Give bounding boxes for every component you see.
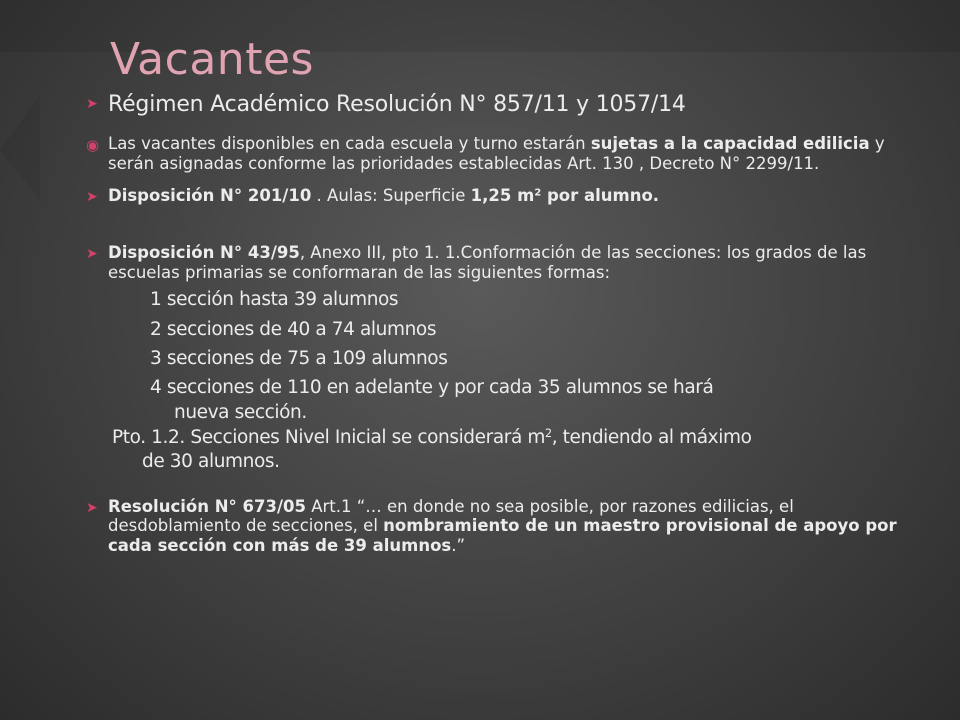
arrow-bullet-icon: ➤ xyxy=(86,499,98,516)
list-item: 3 secciones de 75 a 109 alumnos xyxy=(150,347,448,369)
p3-text-1: , Anexo III, pto 1. 1.Conformación de las secciones: los grados de las escuelas primarias se conformaran de las siguientes formas: xyxy=(108,242,867,282)
list-item-4 xyxy=(150,373,930,424)
p2-superscript: 2 xyxy=(534,187,542,199)
p4-bold-1: Resolución N° 673/05 xyxy=(108,496,306,516)
disposition-201-paragraph xyxy=(82,186,930,206)
arrow-bullet-icon: ➤ xyxy=(86,188,98,205)
p2-bold-3: por alumno. xyxy=(541,185,660,205)
sections-list xyxy=(82,285,930,424)
pto-text-2: , tendiendo al máximo xyxy=(551,427,752,449)
p4-bold-2: nombramiento de un maestro provisional de apoyo por cada sección con más de 39 alumnos xyxy=(108,516,897,556)
list-item-4-line-1: 4 secciones de 110 en adelante y por cada 35 alumnos se hará xyxy=(150,377,714,399)
pto-line-1 xyxy=(112,426,930,449)
heading-text: Régimen Académico Resolución N° 857/11 y 1057/14 xyxy=(108,92,686,117)
vacancy-paragraph xyxy=(82,134,930,174)
p2-bold-1: Disposición N° 201/10 xyxy=(108,185,312,205)
list-item: 2 secciones de 40 a 74 alumnos xyxy=(150,318,437,340)
slide-title: Vacantes xyxy=(110,34,314,85)
pto-line-2: de 30 alumnos. xyxy=(142,450,280,472)
p2-bold-2: 1,25 m xyxy=(470,185,535,205)
p1-bold-1: sujetas a la capacidad edilicia xyxy=(590,134,870,154)
arrow-bullet-icon: ➤ xyxy=(86,245,98,262)
arrow-bullet-icon: ➤ xyxy=(86,96,98,112)
pto-text-1: Pto. 1.2. Secciones Nivel Inicial se considerará m xyxy=(112,427,546,449)
p2-text-1: . Aulas: Superficie xyxy=(311,185,471,205)
initial-level-paragraph xyxy=(82,426,930,472)
pto-superscript: 2 xyxy=(545,427,552,441)
resolution-673-paragraph xyxy=(82,497,930,556)
p4-text-2: .” xyxy=(451,536,466,556)
p4-text-1: Art.1 “… en donde no sea posible, por razones edilicias, el desdoblamiento de secciones, el xyxy=(108,496,794,536)
target-bullet-icon: ◉ xyxy=(86,136,100,155)
disposition-43-paragraph xyxy=(82,243,930,283)
list-item-4-line-2: nueva sección. xyxy=(174,402,307,424)
p1-text-1: Las vacantes disponibles en cada escuela y turno estarán xyxy=(108,134,591,154)
p1-text-2: y serán asignadas conforme las prioridades establecidas Art. 130 , Decreto N° 2299/11. xyxy=(108,134,885,174)
p3-bold-1: Disposición N° 43/95 xyxy=(108,242,300,262)
list-item: 1 sección hasta 39 alumnos xyxy=(150,289,399,311)
heading-bullet xyxy=(82,92,930,118)
slide-body xyxy=(82,92,930,556)
